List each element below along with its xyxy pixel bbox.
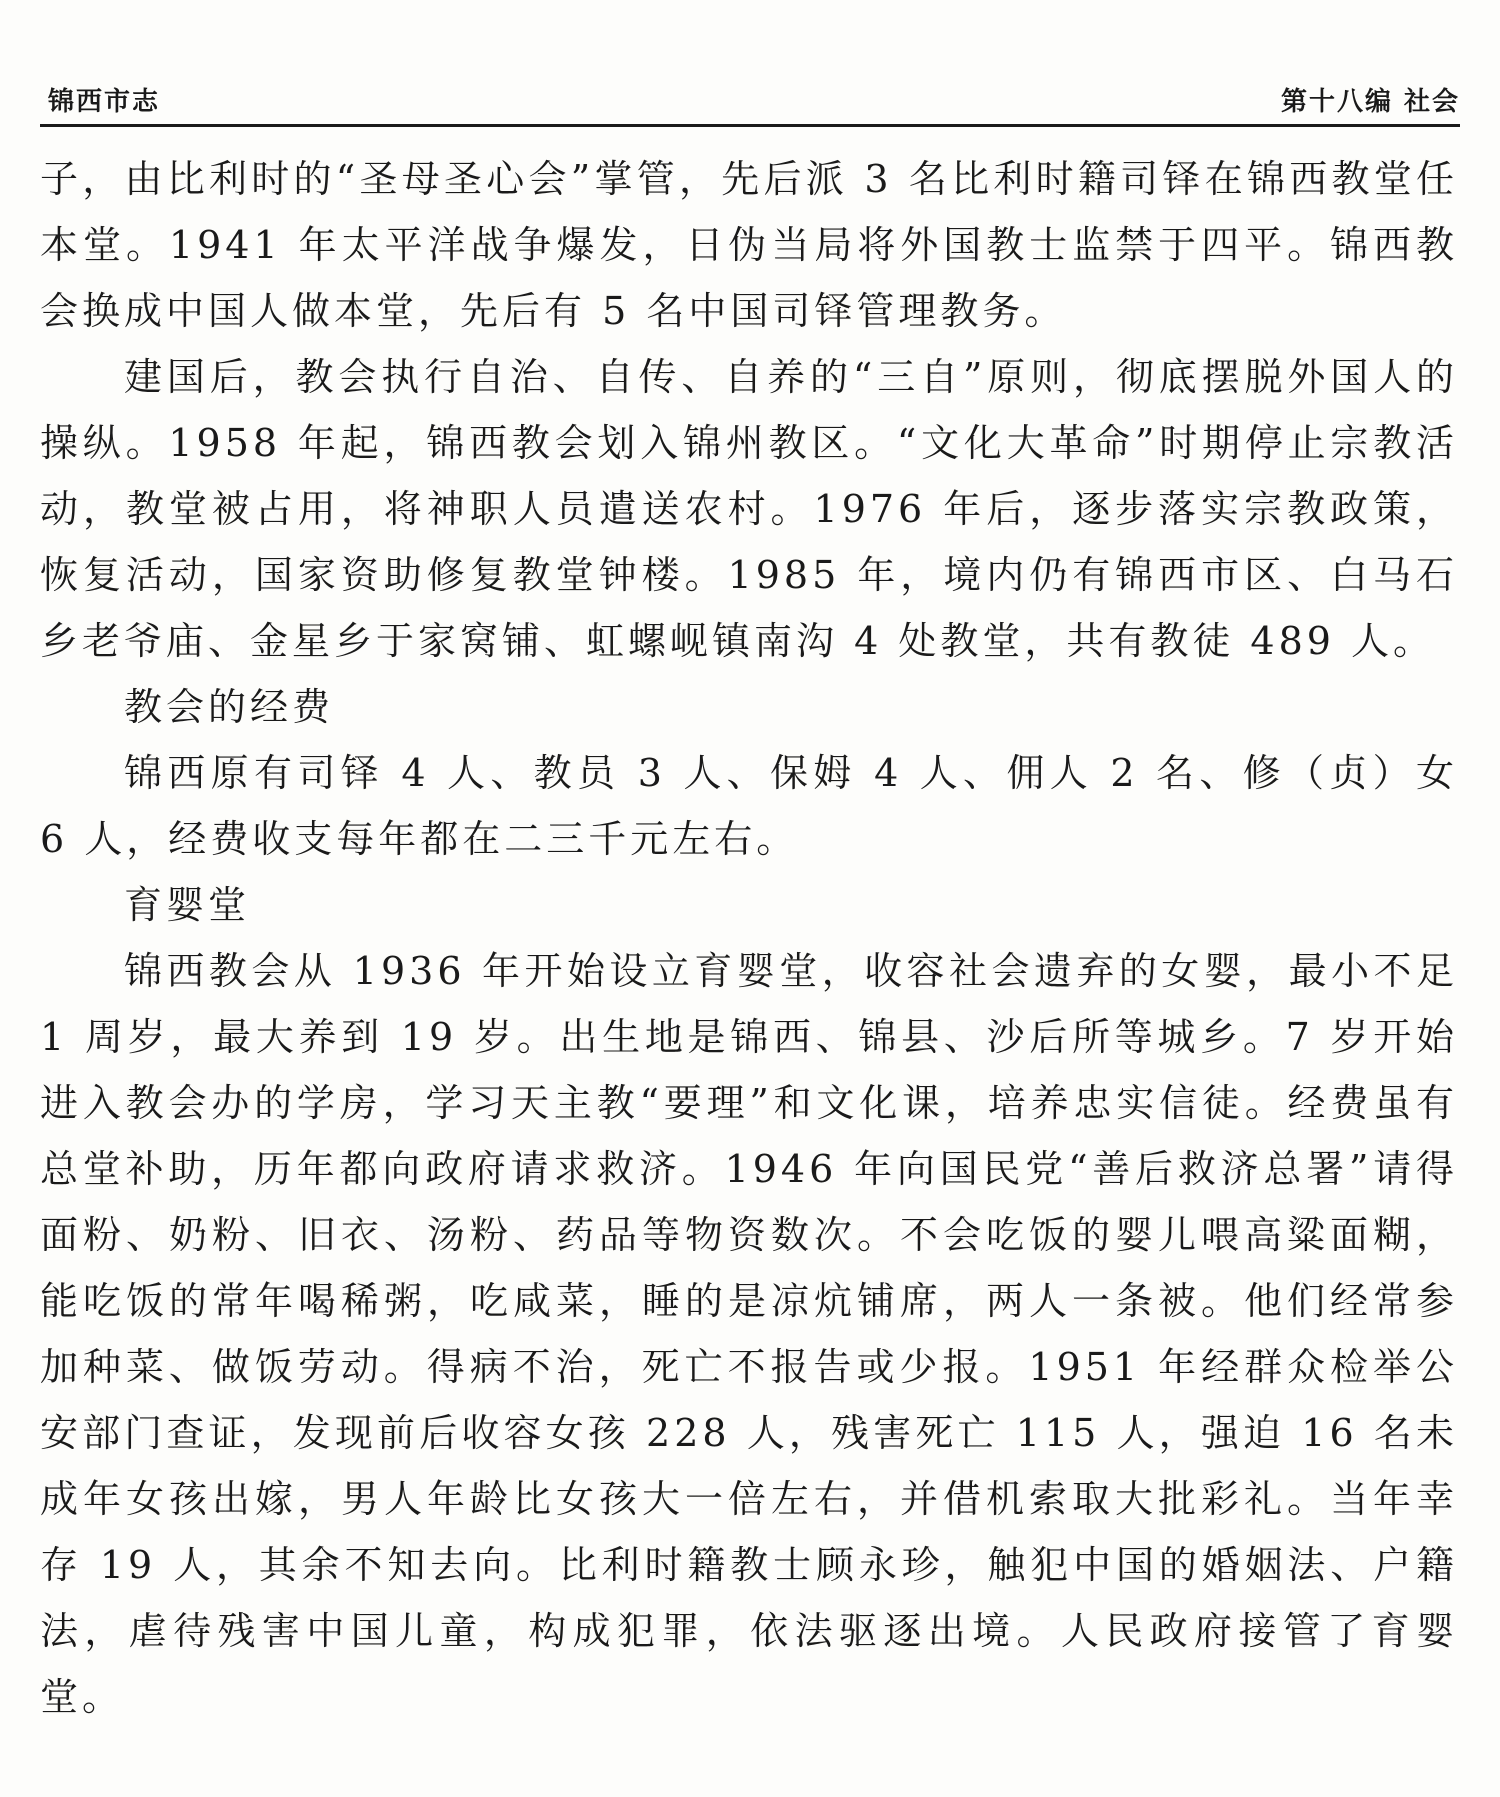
paragraph-church-funds: 锦西原有司铎 4 人、教员 3 人、保姆 4 人、佣人 2 名、修（贞）女 6 人，经费收支每年都在二三千元左右。 xyxy=(40,751,1458,861)
subheading-orphanage: 育婴堂 xyxy=(124,883,251,927)
paragraph-continued: 子，由比利时的“圣母圣心会”掌管，先后派 3 名比利时籍司铎在锦西教堂任本堂。1941 年太平洋战争爆发，日伪当局将外国教士监禁于四平。锦西教会换成中国人做本堂，先后有 5 名中国司铎管理教务。 xyxy=(40,157,1458,333)
header-book-title: 锦西市志 xyxy=(48,87,161,117)
header-rule xyxy=(40,124,1460,127)
running-header xyxy=(48,78,1460,118)
subheading-church-funds: 教会的经费 xyxy=(124,685,335,729)
body-text xyxy=(40,146,1458,1730)
paragraph-post-1949: 建国后，教会执行自治、自传、自养的“三自”原则，彻底摆脱外国人的操纵。1958 年起，锦西教会划入锦州教区。“文化大革命”时期停止宗教活动，教堂被占用，将神职人员遣送农村。1976 年后，逐步落实宗教政策，恢复活动，国家资助修复教堂钟楼。1985 年，境内仍有锦西市区、白马石乡老爷庙、金星乡于家窝铺、虹螺岘镇南沟 4 处教堂，共有教徒 489 人。 xyxy=(40,355,1458,663)
paragraph-orphanage: 锦西教会从 1936 年开始设立育婴堂，收容社会遗弃的女婴，最小不足 1 周岁，最大养到 19 岁。出生地是锦西、锦县、沙后所等城乡。7 岁开始进入教会办的学房，学习天主教“要理”和文化课，培养忠实信徒。经费虽有总堂补助，历年都向政府请求救济。1946 年向国民党“善后救济总署”请得面粉、奶粉、旧衣、汤粉、药品等物资数次。不会吃饭的婴儿喂高粱面糊，能吃饭的常年喝稀粥，吃咸菜，睡的是凉炕铺席，两人一条被。他们经常参加种菜、做饭劳动。得病不治，死亡不报告或少报。1951 年经群众检举公安部门查证，发现前后收容女孩 228 人，残害死亡 115 人，强迫 16 名未成年女孩出嫁，男人年龄比女孩大一倍左右，并借机索取大批彩礼。当年幸存 19 人，其余不知去向。比利时籍教士顾永珍，触犯中国的婚姻法、户籍法，虐待残害中国儿童，构成犯罪，依法驱逐出境。人民政府接管了育婴堂。 xyxy=(40,949,1458,1719)
header-section-title: 第十八编 社会 xyxy=(1280,87,1460,117)
